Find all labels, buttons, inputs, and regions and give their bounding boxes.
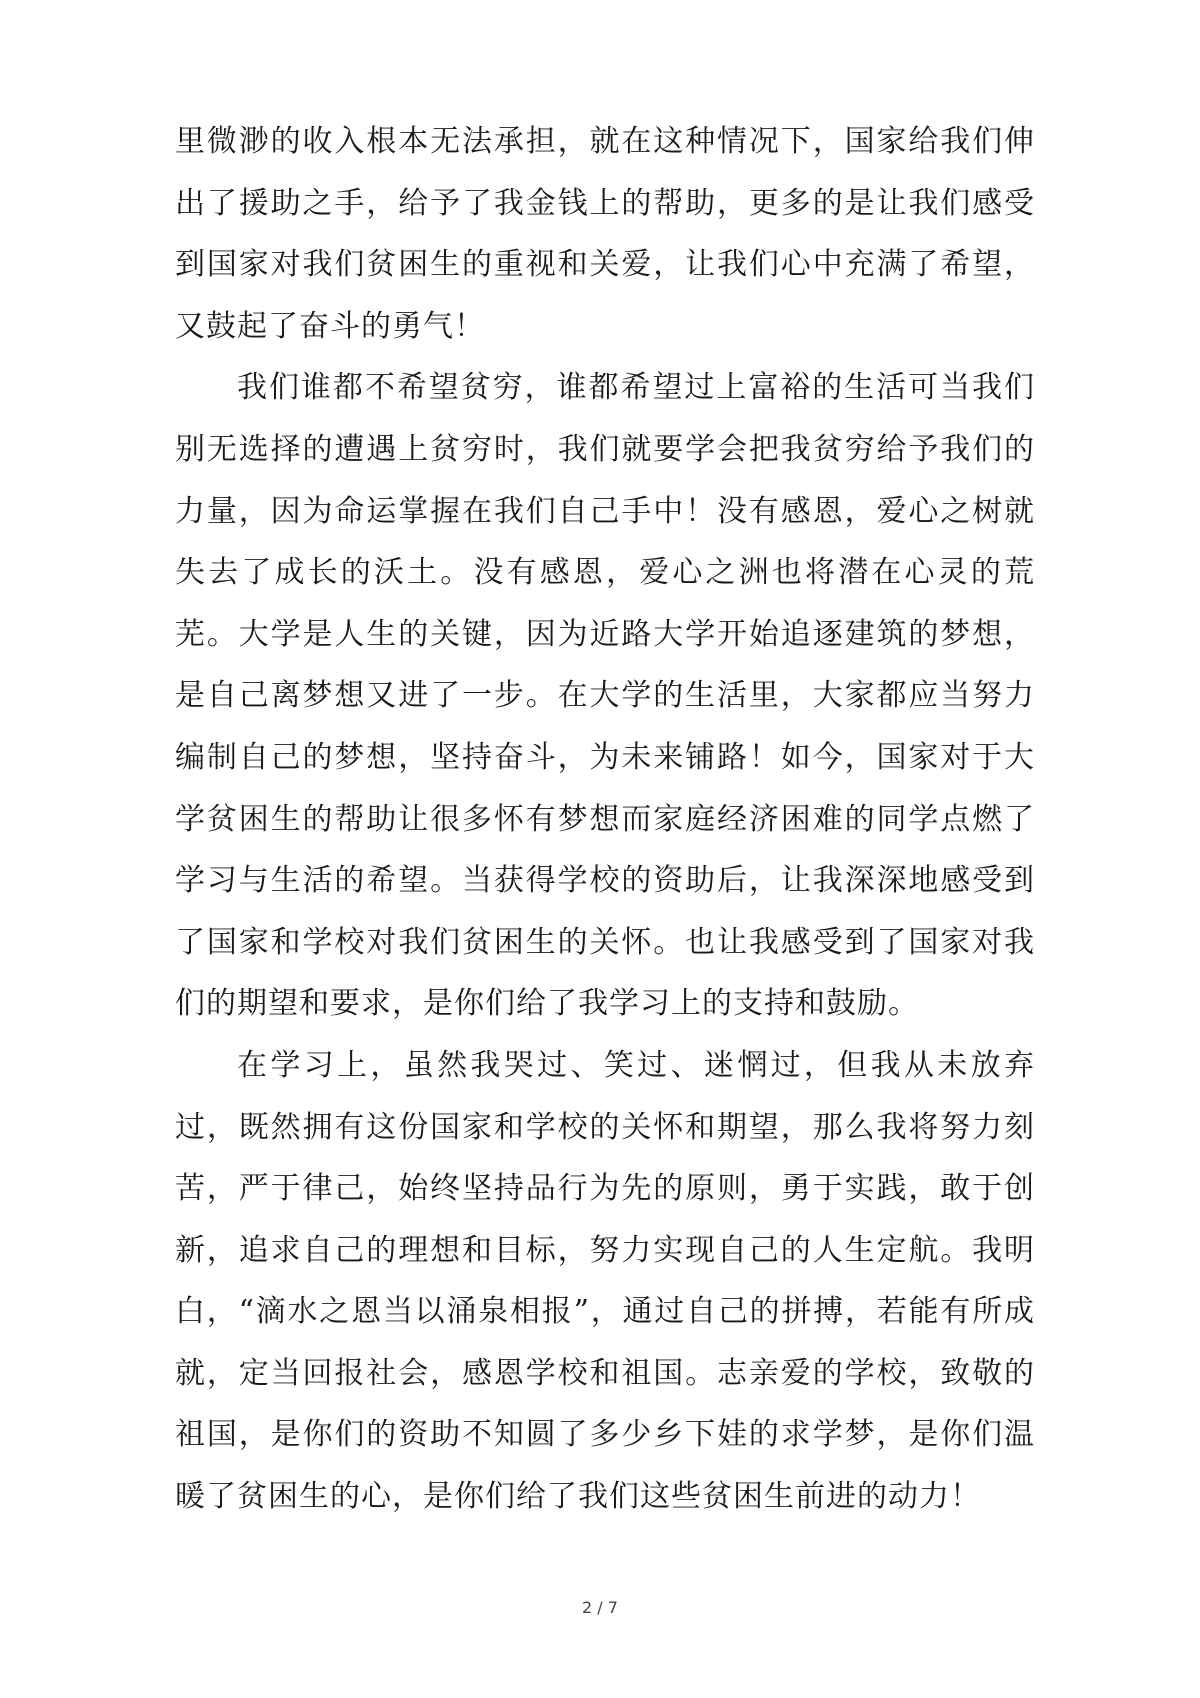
body-text [175,111,1035,1528]
paragraph-1: 里微渺的收入根本无法承担，就在这种情况下，国家给我们伸出了援助之手，给予了我金钱上的帮助，更多的是让我们感受到国家对我们贫困生的重视和关爱，让我们心中充满了希望，又鼓起了奋斗的勇气！ [175,124,1035,344]
paragraph-2: 我们谁都不希望贫穷，谁都希望过上富裕的生活可当我们别无选择的遭遇上贫穷时，我们就要学会把我贫穷给予我们的力量，因为命运掌握在我们自己手中！没有感恩，爱心之树就失去了成长的沃土。没有感恩，爱心之洲也将潜在心灵的荒芜。大学是人生的关键，因为近路大学开始追逐建筑的梦想，是自己离梦想又进了一步。在大学的生活里，大家都应当努力编制自己的梦想，坚持奋斗，为未来铺路！如今，国家对于大学贫困生的帮助让很多怀有梦想而家庭经济困难的同学点燃了学习与生活的希望。当获得学校的资助后，让我深深地感受到了国家和学校对我们贫困生的关怀。也让我感受到了国家对我们的期望和要求，是你们给了我学习上的支持和鼓励。 [175,370,1035,1022]
page-number: 2 / 7 [582,1598,618,1617]
paragraph-3: 在学习上，虽然我哭过、笑过、迷惘过，但我从未放弃过，既然拥有这份国家和学校的关怀和期望，那么我将努力刻苦，严于律己，始终坚持品行为先的原则，勇于实践，敢于创新，追求自己的理想和目标，努力实现自己的人生定航。我明白，“滴水之恩当以涌泉相报”，通过自己的拼搏，若能有所成就，定当回报社会，感恩学校和祖国。志亲爱的学校，致敬的祖国，是你们的资助不知圆了多少乡下娃的求学梦，是你们温暖了贫困生的心，是你们给了我们这些贫困生前进的动力！ [175,1047,1035,1515]
